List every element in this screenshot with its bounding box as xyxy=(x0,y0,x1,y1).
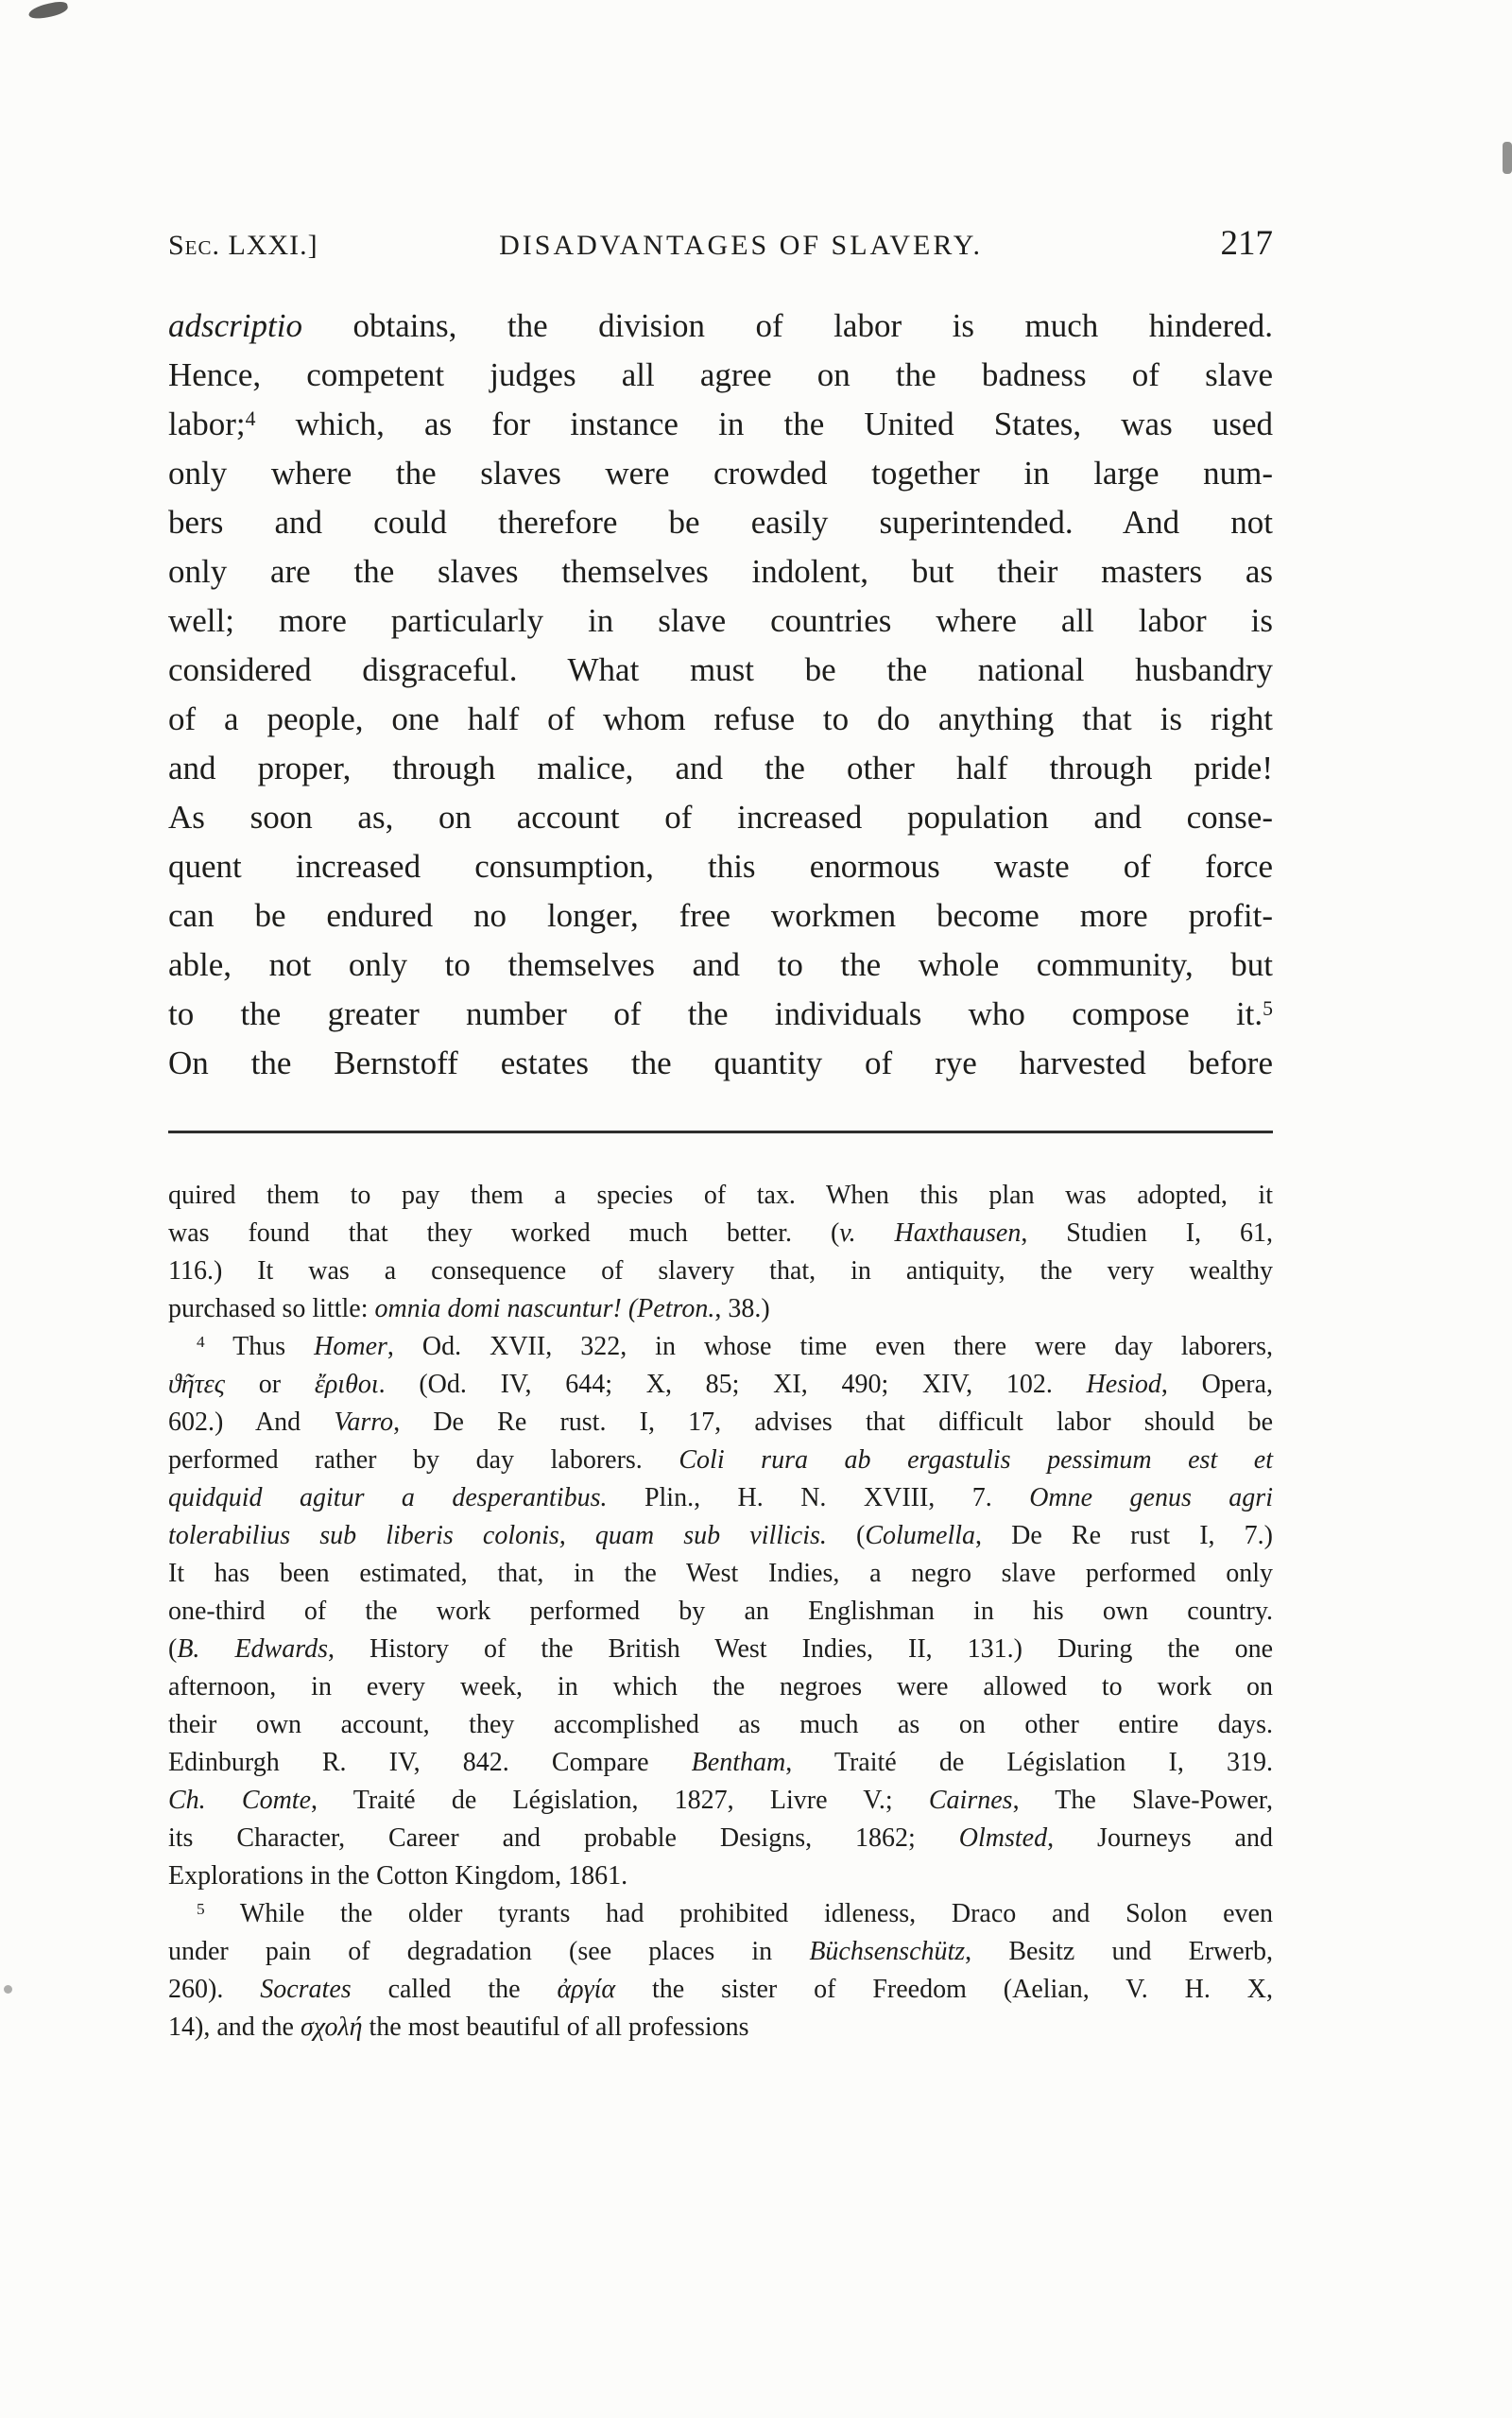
text-line xyxy=(168,351,1273,400)
text-line xyxy=(168,1933,1273,1971)
text-line xyxy=(168,1290,1273,1328)
italic-text: Columella xyxy=(865,1521,976,1550)
text-run: well; more particularly in slave countries where all labor is xyxy=(168,602,1273,639)
text-run: . (Od. IV, 644; X, 85; XI, 490; XIV, 102. xyxy=(378,1370,1087,1399)
text-line xyxy=(168,695,1273,744)
text-run: obtains, the division of labor is much hindered. xyxy=(301,307,1273,344)
text-run: , Od. XVII, 322, in whose time even there were day laborers, xyxy=(387,1332,1273,1361)
scan-artifact xyxy=(27,0,69,21)
text-run: to the greater number of the individuals who compose it. xyxy=(168,995,1263,1032)
italic-text: ἀργία xyxy=(557,1975,616,2004)
italic-text: Ch. Comte xyxy=(168,1786,312,1815)
text-line xyxy=(168,1517,1273,1555)
italic-text: tolerabilius sub liberis colonis, quam sub villicis. xyxy=(168,1521,827,1550)
text-run: , De Re rust I, 7.) xyxy=(975,1521,1273,1550)
italic-text: Varro xyxy=(334,1408,394,1437)
text-run: only are the slaves themselves indolent, but their masters as xyxy=(168,553,1273,590)
text-run: was found that they worked much better. ( xyxy=(168,1218,840,1248)
italic-text: Socrates xyxy=(260,1975,352,2004)
italic-text: quidquid agitur a desperantibus. xyxy=(168,1483,608,1512)
italic-text: Omne genus agri xyxy=(1029,1483,1273,1512)
text-line xyxy=(168,1328,1273,1366)
italic-text: Homer xyxy=(314,1332,387,1361)
text-line xyxy=(168,2009,1273,2047)
text-line xyxy=(168,891,1273,941)
text-run: As soon as, on account of increased population and conse- xyxy=(168,799,1273,836)
text-line xyxy=(168,1593,1273,1631)
text-run: of a people, one half of whom refuse to do anything that is right xyxy=(168,700,1273,737)
body-text xyxy=(168,302,1273,1088)
italic-text: omnia domi nascuntur! (Petron. xyxy=(374,1294,715,1323)
text-line xyxy=(168,646,1273,695)
text-run: labor; xyxy=(168,406,246,442)
text-run: , Besitz und Erwerb, xyxy=(965,1937,1274,1966)
text-line xyxy=(168,1366,1273,1404)
italic-text: Bentham xyxy=(691,1748,786,1777)
page-number: 217 xyxy=(1220,224,1273,263)
text-line xyxy=(168,547,1273,596)
text-run: called the xyxy=(351,1975,558,2004)
text-run: Hence, competent judges all agree on the badness of slave xyxy=(168,356,1273,393)
text-run: and proper, through malice, and the other half through pride! xyxy=(168,750,1273,786)
text-run: ( xyxy=(168,1634,178,1664)
footnote-marker: 5 xyxy=(197,1900,205,1919)
text-line xyxy=(168,1971,1273,2009)
text-run: , Traité de Législation I, 319. xyxy=(785,1748,1273,1777)
text-line xyxy=(168,842,1273,891)
text-run: under pain of degradation (see places in xyxy=(168,1937,810,1966)
text-line xyxy=(168,990,1273,1039)
text-run: , De Re rust. I, 17, advises that difficult labor should be xyxy=(393,1408,1274,1437)
italic-text: Hesiod xyxy=(1086,1370,1161,1399)
text-run: performed rather by day laborers. xyxy=(168,1445,679,1475)
text-run: or xyxy=(225,1370,315,1399)
footnotes xyxy=(168,1177,1273,2047)
text-line xyxy=(168,744,1273,793)
text-run: Explorations in the Cotton Kingdom, 1861. xyxy=(168,1861,628,1891)
text-run: It has been estimated, that, in the West Indies, a negro slave performed only xyxy=(168,1559,1273,1588)
italic-text: ϑῆτες xyxy=(168,1370,226,1399)
text-line xyxy=(168,1252,1273,1290)
text-line xyxy=(168,1039,1273,1088)
italic-text: adscriptio xyxy=(168,307,302,344)
italic-text: Olmsted xyxy=(958,1823,1048,1853)
italic-text: Cairnes xyxy=(928,1786,1013,1815)
italic-text: v. Haxthausen xyxy=(839,1218,1022,1248)
text-run: ( xyxy=(826,1521,866,1550)
text-run: can be endured no longer, free workmen become more profit- xyxy=(168,897,1273,934)
italic-text: Büchsenschütz xyxy=(809,1937,966,1966)
text-line xyxy=(168,1215,1273,1252)
text-line xyxy=(168,1555,1273,1593)
text-line xyxy=(168,498,1273,547)
text-run: , 38.) xyxy=(714,1294,770,1323)
text-run: 116.) It was a consequence of slavery that, in antiquity, the very wealthy xyxy=(168,1256,1273,1286)
text-run: their own account, they accomplished as much as on other entire days. xyxy=(168,1710,1273,1739)
text-line xyxy=(168,1706,1273,1744)
footnote-separator xyxy=(168,1131,1273,1133)
italic-text: σχολή xyxy=(300,2012,363,2042)
footnote-marker: 4 xyxy=(197,1333,205,1352)
text-line xyxy=(168,400,1273,449)
text-run: considered disgraceful. What must be the national husbandry xyxy=(168,651,1273,688)
text-run: the sister of Freedom (Aelian, V. H. X, xyxy=(615,1975,1273,2004)
text-line xyxy=(168,1668,1273,1706)
text-run: 260). xyxy=(168,1975,261,2004)
text-line xyxy=(168,1857,1273,1895)
text-line xyxy=(168,1442,1273,1479)
text-line xyxy=(168,1404,1273,1442)
text-run: the most beautiful of all professions xyxy=(362,2012,749,2042)
running-header xyxy=(168,223,1273,264)
text-line xyxy=(168,1782,1273,1820)
text-line xyxy=(168,302,1273,351)
text-run: its Character, Career and probable Designs, 1862; xyxy=(168,1823,959,1853)
text-run: Thus xyxy=(204,1332,315,1361)
text-run: On the Bernstoff estates the quantity of rye harvested before xyxy=(168,1045,1273,1081)
text-run: While the older tyrants had prohibited idleness, Draco and Solon even xyxy=(204,1899,1273,1928)
footnote-marker: 4 xyxy=(245,407,256,431)
italic-text: Coli rura ab ergastulis pessimum est et xyxy=(679,1445,1274,1475)
text-line xyxy=(168,449,1273,498)
text-run: which, as for instance in the United States, was used xyxy=(255,406,1273,442)
text-line xyxy=(168,1177,1273,1215)
text-column xyxy=(168,0,1273,2047)
text-run: 14), and the xyxy=(168,2012,301,2042)
text-run: , The Slave-Power, xyxy=(1012,1786,1273,1815)
section-label: Sec. LXXI.] xyxy=(168,230,318,261)
text-run: , Opera, xyxy=(1160,1370,1273,1399)
text-line xyxy=(168,1744,1273,1782)
text-run: bers and could therefore be easily superintended. And not xyxy=(168,504,1273,541)
text-run: quired them to pay them a species of tax. When this plan was adopted, it xyxy=(168,1181,1273,1210)
italic-text: ἔριθοι xyxy=(314,1370,379,1399)
text-run: purchased so little: xyxy=(168,1294,375,1323)
text-run: Edinburgh R. IV, 842. Compare xyxy=(168,1748,692,1777)
text-line xyxy=(168,1631,1273,1668)
text-run: , Studien I, 61, xyxy=(1021,1218,1274,1248)
text-run: one-third of the work performed by an Englishman in his own country. xyxy=(168,1597,1273,1626)
text-run: able, not only to themselves and to the whole community, but xyxy=(168,946,1273,983)
text-run: quent increased consumption, this enormous waste of force xyxy=(168,848,1273,885)
text-run: 602.) And xyxy=(168,1408,335,1437)
text-line xyxy=(168,1820,1273,1857)
text-run: Plin., H. N. XVIII, 7. xyxy=(607,1483,1030,1512)
scan-artifact xyxy=(1503,142,1512,174)
chapter-title: DISADVANTAGES OF SLAVERY. xyxy=(499,230,984,261)
text-line xyxy=(168,1895,1273,1933)
text-line xyxy=(168,941,1273,990)
footnote-marker: 5 xyxy=(1263,997,1273,1021)
text-run: only where the slaves were crowded together in large num- xyxy=(168,455,1273,492)
text-run: afternoon, in every week, in which the negroes were allowed to work on xyxy=(168,1672,1273,1701)
text-run: , Traité de Législation, 1827, Livre V.; xyxy=(311,1786,929,1815)
text-run: , Journeys and xyxy=(1047,1823,1273,1853)
text-line xyxy=(168,596,1273,646)
text-line xyxy=(168,793,1273,842)
scan-artifact xyxy=(4,1985,12,1994)
italic-text: B. Edwards xyxy=(177,1634,328,1664)
text-line xyxy=(168,1479,1273,1517)
text-run: , History of the British West Indies, II, 131.) During the one xyxy=(327,1634,1273,1664)
